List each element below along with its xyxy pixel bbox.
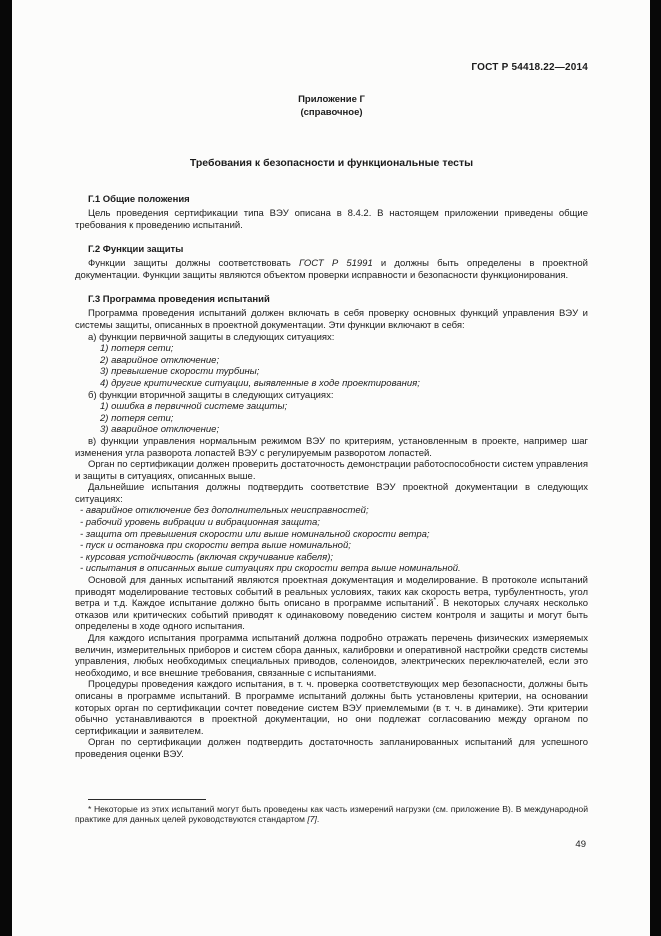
paragraph: Программа проведения испытаний должен включать в себя проверку основных функций управления ВЭУ и системы защиты, описанных в проектной документации. Эти функции включают в себя: — [75, 308, 588, 331]
page-content — [75, 0, 588, 850]
list-subitem: 3) аварийное отключение; — [100, 424, 220, 436]
paragraph-text: Функции защиты должны соответствовать — [88, 258, 300, 270]
footnote-marker: * — [433, 597, 437, 605]
list-subitem: 1) потеря сети; — [100, 343, 174, 355]
paragraph — [75, 575, 588, 633]
dash-list-item: - курсовая устойчивость (включая скручивание кабеля); — [80, 551, 334, 563]
footnote-body: * Некоторые из этих испытаний могут быть проведены как часть измерений нагрузки (см. приложение В). В международной практике для данных целей руководствуются стандартом — [75, 803, 588, 825]
list-subitem: 2) потеря сети; — [100, 412, 174, 424]
paragraph: Орган по сертификации должен проверить достаточность демонстрации работоспособности систем управления и защиты в ситуациях, описанных выше. — [75, 459, 588, 482]
paragraph: Цель проведения сертификации типа ВЭУ описана в 8.4.2. В настоящем приложении приведены общие требования к проведению испытаний. — [75, 208, 588, 231]
list-item-b: б) функции вторичной защиты в следующих ситуациях: — [88, 389, 334, 401]
footnote-end: . — [316, 814, 320, 825]
paragraph-text: Основой для данных испытаний являются проектная документация и моделирование. В протоколе испытаний приводят моделирование тестовых событий в реальных условиях, таких как скорость ветра, турбулентность, угол ветра и т.д. Каждое испытание должно быть описано в программе испытаний — [75, 575, 588, 610]
page-title: Требования к безопасности и функциональные тесты — [189, 157, 474, 169]
paragraph: Орган по сертификации должен подтвердить достаточность запланированных испытаний для успешного проведения оценки ВЭУ. — [75, 737, 588, 760]
appendix-kind: (справочное) — [300, 107, 363, 118]
paragraph — [75, 258, 588, 281]
footnote-text — [75, 804, 588, 825]
dash-list-item: - защита от превышения скорости или выше номинальной скорости ветра; — [80, 528, 430, 540]
scan-edge-left — [0, 0, 12, 936]
paragraph: Процедуры проведения каждого испытания, в т. ч. проверка соответствующих мер безопасности, должны быть описаны в программе испытаний. В программе испытаний должны быть установлены критерии, на основании которых орган по сертификации сочтет поведение систем ВЭУ приемлемыми (в т. ч. в динамике). Эти критерии обычно устанавливаются в проектной документации, но они подлежат согласованию между органом по сертификации и заявителем. — [75, 679, 588, 737]
paragraph-text: и должны быть определены в проектной документации. Функции защиты являются объектом проверки исправности и безопасности функционирования. — [75, 258, 588, 281]
scan-edge-right — [650, 0, 661, 936]
list-subitem: 4) другие критические ситуации, выявленные в ходе проектирования; — [100, 377, 420, 389]
dash-list-item: - рабочий уровень вибрации и вибрационная защита; — [80, 517, 320, 529]
list-item-a: а) функции первичной защиты в следующих ситуациях: — [88, 331, 335, 343]
paragraph: Дальнейшие испытания должны подтвердить соответствие ВЭУ проектной документации в следующих ситуациях: — [75, 482, 588, 505]
section-heading-g3: Г.3 Программа проведения испытаний — [88, 294, 270, 306]
dash-list-item: - пуск и остановка при скорости ветра выше номинальной; — [80, 540, 351, 552]
list-subitem: 3) превышение скорости турбины; — [100, 366, 260, 378]
dash-list-item: - аварийное отключение без дополнительных неисправностей; — [80, 505, 369, 517]
paragraph: Для каждого испытания программа испытаний должна подробно отражать перечень физических измеряемых величин, измерительных приборов и систем сбора данных, калибровки и оперативной настройки средств системы управления, любых необходимых специальных приводов, соленоидов, электрических переключателей, если это необходимо, и все внешние требования, связанные с испытаниями. — [75, 633, 588, 679]
doc-number: ГОСТ Р 54418.22—2014 — [471, 62, 588, 73]
list-subitem: 2) аварийное отключение; — [100, 354, 220, 366]
list-subitem: 1) ошибка в первичной системе защиты; — [100, 401, 288, 413]
page-number: 49 — [575, 838, 586, 850]
dash-list-item: - испытания в описанных выше ситуациях при скорости ветра выше номинальной. — [80, 563, 461, 575]
section-heading-g1: Г.1 Общие положения — [88, 194, 190, 205]
list-item-v: в) функции управления нормальным режимом ВЭУ по критериям, установленным в проекте, например шаг изменения угла разворота лопастей ВЭУ с регулируемым разворотом лопастей. — [75, 435, 588, 459]
standard-reference: ГОСТ Р 51991 — [299, 258, 373, 270]
footnote-separator — [88, 799, 206, 800]
paragraph-text: . В некоторых случаях несколько отказов или критических событий приводят к одинаковому поведению систем контроля и защиты и могут быть определены в ходе одного испытания. — [75, 598, 588, 633]
section-heading-g2: Г.2 Функции защиты — [88, 244, 184, 256]
appendix-label: Приложение Г — [298, 94, 365, 105]
bibliography-reference: [7] — [307, 814, 317, 825]
